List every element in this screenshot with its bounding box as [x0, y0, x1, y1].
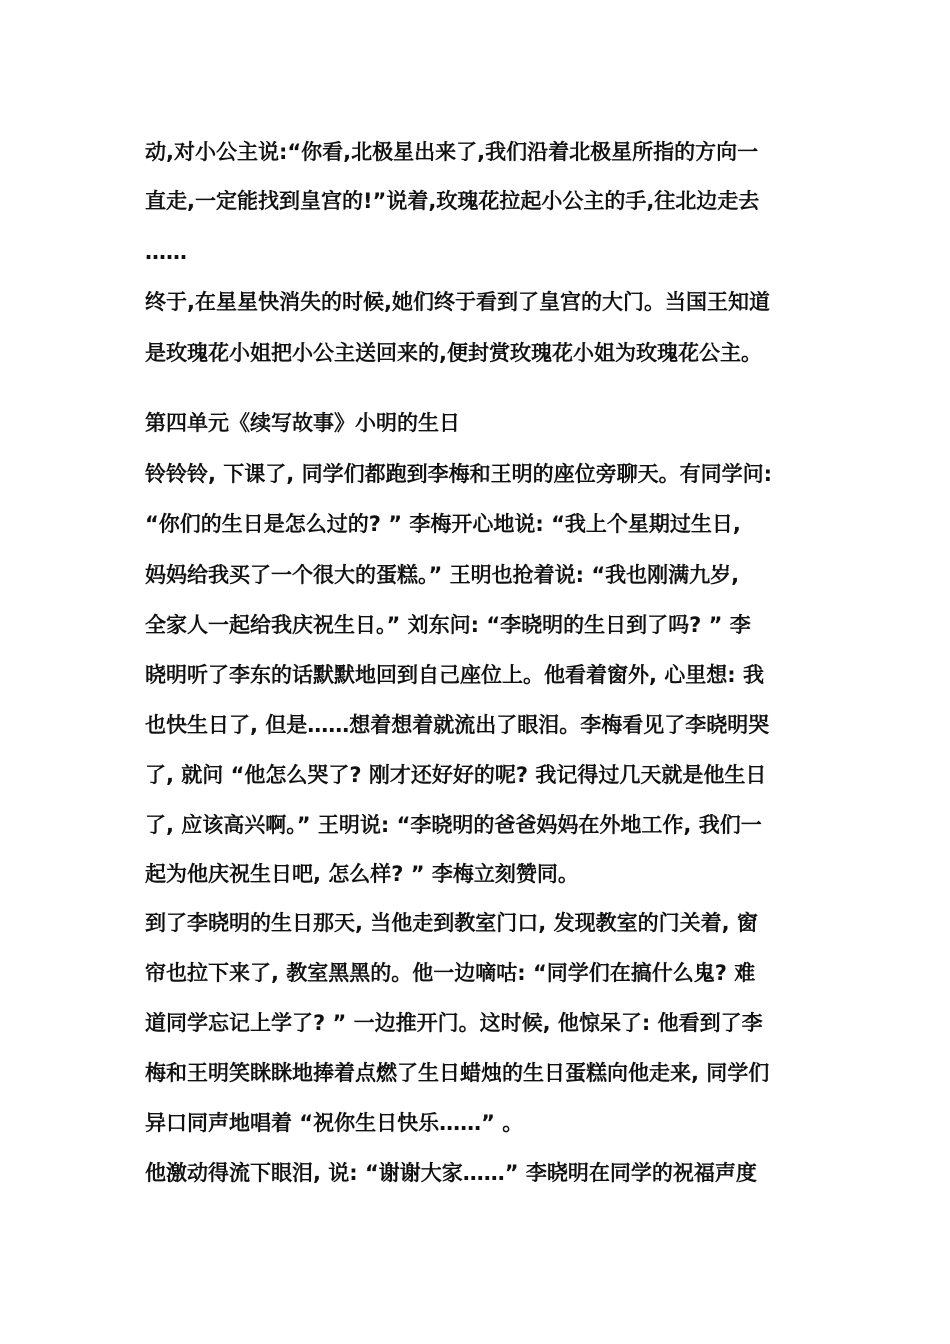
- text-line: 了, 就问 “他怎么哭了? 刚才还好好的呢? 我记得过几天就是他生日: [145, 763, 767, 787]
- text-line: 帘也拉下来了, 教室黑黑的。他一边嘀咕: “同学们在搞什么鬼? 难: [145, 961, 756, 985]
- text-line: 终于,在星星快消失的时候,她们终于看到了皇宫的大门。当国王知道: [145, 290, 770, 314]
- text-line: 全家人一起给我庆祝生日。” 刘东问: “李晓明的生日到了吗? ” 李: [145, 613, 751, 637]
- text-line: 妈妈给我买了一个很大的蛋糕。” 王明也抢着说: “我也刚满九岁,: [145, 563, 740, 587]
- section-heading: 第四单元《续写故事》小明的生日: [145, 411, 460, 435]
- text-line: 铃铃铃, 下课了, 同学们都跑到李梅和王明的座位旁聊天。有同学问:: [145, 462, 772, 486]
- text-line: 他激动得流下眼泪, 说: “谢谢大家……” 李晓明在同学的祝福声度: [145, 1161, 757, 1185]
- text-line: 是玫瑰花小姐把小公主送回来的,便封赏玫瑰花小姐为玫瑰花公主。: [145, 341, 762, 365]
- text-line: 梅和王明笑眯眯地捧着点燃了生日蜡烛的生日蛋糕向他走来, 同学们: [145, 1061, 770, 1085]
- text-line: 晓明听了李东的话默默地回到自己座位上。他看着窗外, 心里想: 我: [145, 663, 764, 687]
- text-line: 也快生日了, 但是……想着想着就流出了眼泪。李梅看见了李晓明哭: [145, 713, 770, 737]
- text-line: 动,对小公主说:“你看,北极星出来了,我们沿着北极星所指的方向一: [145, 140, 759, 164]
- text-line: 了, 应该高兴啊。” 王明说: “李晓明的爸爸妈妈在外地工作, 我们一: [145, 813, 762, 837]
- text-line: 到了李晓明的生日那天, 当他走到教室门口, 发现教室的门关着, 窗: [145, 911, 758, 935]
- text-line: ……: [145, 240, 187, 264]
- text-line: 起为他庆祝生日吧, 怎么样? ” 李梅立刻赞同。: [145, 862, 579, 886]
- text-line: 直走,一定能找到皇宫的!”说着,玫瑰花拉起小公主的手,往北边走去: [145, 189, 760, 213]
- text-line: “你们的生日是怎么过的? ” 李梅开心地说: “我上个星期过生日,: [145, 512, 741, 536]
- text-line: 异口同声地唱着 “祝你生日快乐……” 。: [145, 1111, 524, 1135]
- text-line: 道同学忘记上学了? ” 一边推开门。这时候, 他惊呆了: 他看到了李: [145, 1011, 763, 1035]
